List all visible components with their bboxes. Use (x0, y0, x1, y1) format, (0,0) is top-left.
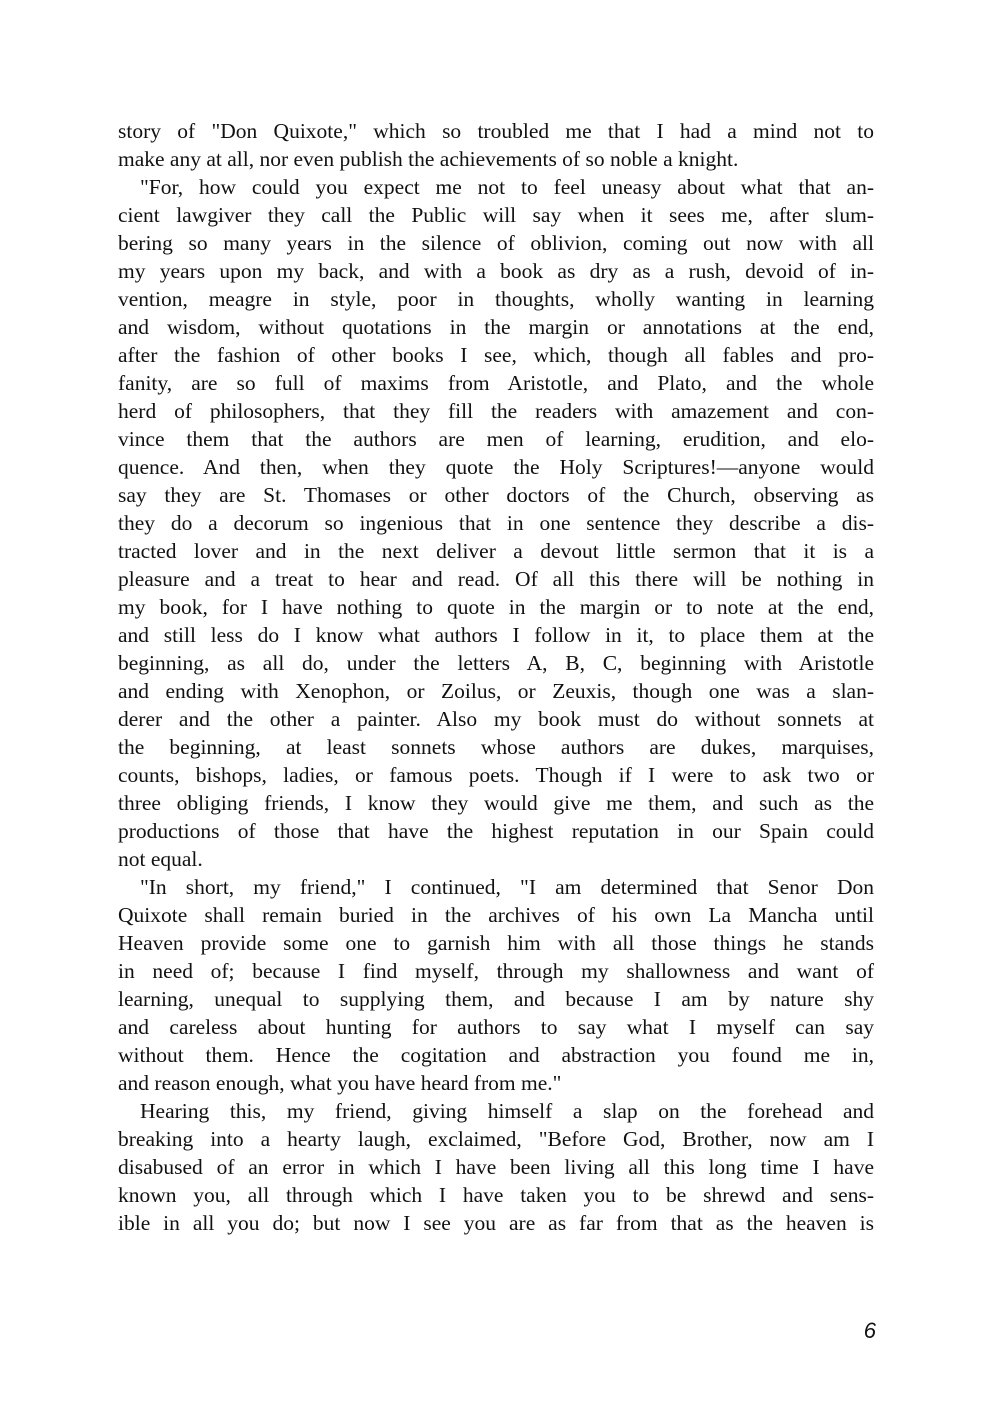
text-line: tracted lover and in the next deliver a devout little sermon that it is a (118, 539, 874, 563)
text-line: in need of; because I find myself, through my shallowness and want of (118, 959, 874, 983)
text-line: three obliging friends, I know they would give me them, and such as the (118, 791, 874, 815)
text-line: Hearing this, my friend, giving himself a slap on the forehead and (140, 1099, 874, 1123)
text-line: known you, all through which I have taken you to be shrewd and sens- (118, 1183, 874, 1207)
text-line: learning, unequal to supplying them, and because I am by nature shy (118, 987, 874, 1011)
text-line: my book, for I have nothing to quote in the margin or to note at the end, (118, 595, 874, 619)
text-line: disabused of an error in which I have been living all this long time I have (118, 1155, 874, 1179)
body-text (118, 117, 874, 1237)
paragraph (118, 173, 874, 873)
text-line: not equal. (118, 847, 203, 871)
text-line: pleasure and a treat to hear and read. Of all this there will be nothing in (118, 567, 874, 591)
paragraph (118, 117, 874, 173)
text-line: and still less do I know what authors I follow in it, to place them at the (118, 623, 874, 647)
text-line: and reason enough, what you have heard from me." (118, 1071, 562, 1095)
text-line: and careless about hunting for authors to say what I myself can say (118, 1015, 874, 1039)
text-line: they do a decorum so ingenious that in one sentence they describe a dis- (118, 511, 874, 535)
text-line: "In short, my friend," I continued, "I am determined that Senor Don (140, 875, 874, 899)
text-line: derer and the other a painter. Also my book must do without sonnets at (118, 707, 874, 731)
text-line: herd of philosophers, that they fill the readers with amazement and con- (118, 399, 874, 423)
text-line: vince them that the authors are men of learning, erudition, and elo- (118, 427, 874, 451)
text-line: productions of those that have the highest reputation in our Spain could (118, 819, 874, 843)
text-line: Heaven provide some one to garnish him with all those things he stands (118, 931, 874, 955)
text-line: breaking into a hearty laugh, exclaimed, "Before God, Brother, now am I (118, 1127, 874, 1151)
text-line: counts, bishops, ladies, or famous poets. Though if I were to ask two or (118, 763, 874, 787)
text-line: Quixote shall remain buried in the archives of his own La Mancha until (118, 903, 874, 927)
text-line: ible in all you do; but now I see you are as far from that as the heaven is (118, 1211, 874, 1235)
text-line: story of "Don Quixote," which so troubled me that I had a mind not to (118, 119, 874, 143)
text-line: and ending with Xenophon, or Zoilus, or Zeuxis, though one was a slan- (118, 679, 874, 703)
text-line: make any at all, nor even publish the achievements of so noble a knight. (118, 147, 739, 171)
text-line: beginning, as all do, under the letters A, B, C, beginning with Aristotle (118, 651, 874, 675)
text-line: without them. Hence the cogitation and abstraction you found me in, (118, 1043, 874, 1067)
text-line: and wisdom, without quotations in the margin or annotations at the end, (118, 315, 874, 339)
text-line: fanity, are so full of maxims from Aristotle, and Plato, and the whole (118, 371, 874, 395)
text-line: my years upon my back, and with a book as dry as a rush, devoid of in- (118, 259, 874, 283)
text-line: after the fashion of other books I see, which, though all fables and pro- (118, 343, 874, 367)
text-line: cient lawgiver they call the Public will say when it sees me, after slum- (118, 203, 874, 227)
text-line: the beginning, at least sonnets whose authors are dukes, marquises, (118, 735, 874, 759)
text-line: "For, how could you expect me not to feel uneasy about what that an- (140, 175, 874, 199)
text-line: quence. And then, when they quote the Holy Scriptures!—anyone would (118, 455, 874, 479)
text-line: vention, meagre in style, poor in thoughts, wholly wanting in learning (118, 287, 874, 311)
paragraph (118, 873, 874, 1097)
paragraph (118, 1097, 874, 1237)
text-line: say they are St. Thomases or other doctors of the Church, observing as (118, 483, 874, 507)
text-line: bering so many years in the silence of oblivion, coming out now with all (118, 231, 874, 255)
page-number: 6 (863, 1318, 876, 1343)
